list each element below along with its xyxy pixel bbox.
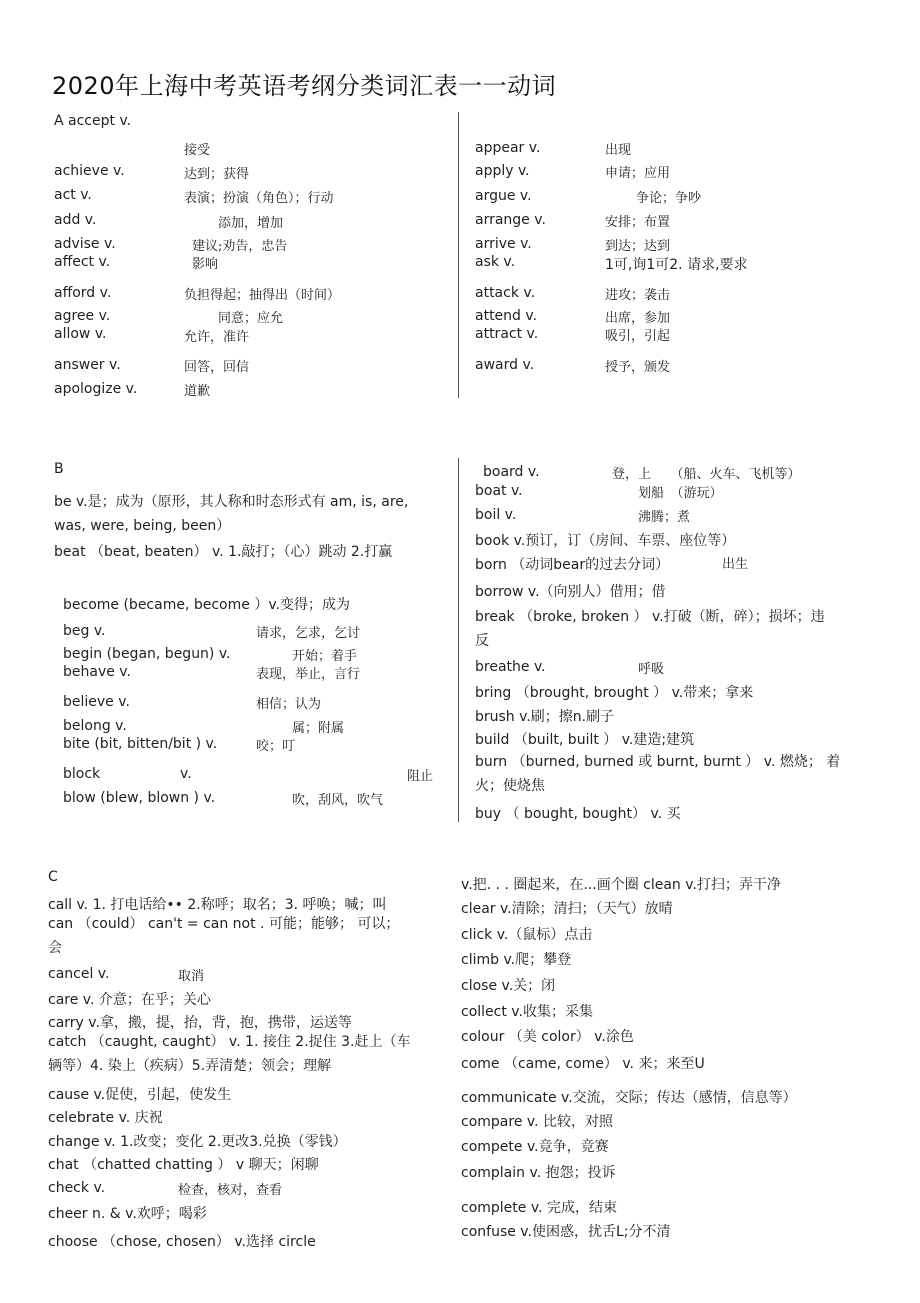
entry-word: add v. — [54, 212, 97, 228]
entry-word: award v. — [475, 357, 535, 373]
entry-meaning: 建议;劝告，忠告 — [192, 239, 288, 254]
entry-word: achieve v. — [54, 163, 125, 179]
entry-circle-clean: v.把. . . 圈起来，在...画个圈 clean v.打扫；弄干净 — [461, 877, 781, 893]
entry-meaning: 申请；应用 — [605, 166, 671, 181]
entry-meaning: 达到；获得 — [184, 167, 250, 182]
entry-word: appear v. — [475, 140, 541, 156]
entry-communicate: communicate v.交流，交际；传达（感情，信息等） — [461, 1090, 797, 1106]
entry-meaning: 表现，举止，言行 — [256, 667, 361, 682]
entry-call: call v. 1. 打电话给•• 2.称呼；取名；3. 呼唤；喊；叫 — [48, 897, 387, 913]
entry-brush: brush v.刷；擦n.刷子 — [475, 709, 615, 725]
entry-change: change v. 1.改变；变化 2.更改3.兑换（零钱） — [48, 1134, 347, 1150]
entry-meaning: 负担得起；抽得出（时间） — [184, 288, 341, 303]
entry-word: begin (began, begun) v. — [63, 646, 231, 662]
entry-word: advise v. — [54, 236, 116, 252]
entry-meaning: 添加，增加 — [218, 216, 284, 231]
accept-meaning: 接受 — [184, 143, 211, 158]
entry-meaning: 取消 — [178, 969, 205, 984]
entry-catch: catch （caught, caught） v. 1. 接住 2.捉住 3.赶上（车辆等）4. 染上（疾病）5.弄清楚；领会；理解 — [48, 1034, 411, 1074]
entry-become: become (became, become ）v.变得；成为 — [63, 597, 350, 613]
entry-meaning: 沸腾；煮 — [638, 510, 691, 525]
entry-meaning: 出现 — [605, 143, 632, 158]
entry-meaning: 影响 — [192, 257, 219, 272]
entry-meaning: 登，上 （船、火车、飞机等） — [612, 467, 801, 482]
entry-word: agree v. — [54, 308, 111, 324]
entry-meaning: 进攻；袭击 — [605, 288, 671, 303]
entry-can: can （could） can't = can not . 可能；能够； 可以；会 — [48, 916, 400, 956]
entry-compete: compete v.竞争，竞赛 — [461, 1139, 609, 1155]
entry-care: care v. 介意；在乎；关心 — [48, 992, 211, 1008]
entry-complete: complete v. 完成，结束 — [461, 1200, 617, 1216]
entry-collect: collect v.收集；采集 — [461, 1004, 593, 1020]
entry-burn: burn （burned, burned 或 burnt, burnt ） v. 燃烧； 着火；使烧焦 — [475, 754, 841, 794]
section-a-first-entry: A accept v. — [54, 113, 132, 129]
column-divider — [458, 112, 459, 398]
entry-build: build （built, built ） v.建造;建筑 — [475, 732, 695, 748]
entry-complain: complain v. 抱怨；投诉 — [461, 1165, 616, 1181]
entry-word: ask v. — [475, 254, 516, 270]
entry-word: check v. — [48, 1180, 106, 1196]
entry-meaning: 检查，核对，查看 — [178, 1183, 283, 1198]
entry-be: be v.是；成为（原形，其人称和时态形式有 am, is, are, was, were, being, been） — [54, 494, 409, 534]
entry-choose: choose （chose, chosen） v.选择 circle — [48, 1234, 316, 1250]
entry-word: arrive v. — [475, 236, 532, 252]
entry-meaning: 回答，回信 — [184, 360, 250, 375]
entry-come: come （came, come） v. 来；来至U — [461, 1056, 705, 1072]
entry-word: arrange v. — [475, 212, 546, 228]
entry-cause: cause v.促使，引起，使发生 — [48, 1087, 232, 1103]
entry-buy: buy （ bought, bought） v. 买 — [475, 806, 681, 822]
entry-meaning: 开始；着手 — [292, 649, 358, 664]
entry-word: apply v. — [475, 163, 530, 179]
entry-chat: chat （chatted chatting ） v 聊天；闲聊 — [48, 1157, 319, 1173]
entry-beat: beat （beat, beaten） v. 1.敲打；（心）跳动 2.打赢 — [54, 544, 393, 560]
entry-word: apologize v. — [54, 381, 138, 397]
entry-word: belong v. — [63, 718, 127, 734]
entry-word: attack v. — [475, 285, 536, 301]
section-b-letter: B — [54, 461, 64, 477]
entry-click: click v.（鼠标）点击 — [461, 927, 593, 943]
entry-meaning: 阻止 — [407, 769, 434, 784]
entry-confuse: confuse v.使困惑，扰舌L;分不清 — [461, 1224, 671, 1240]
entry-word: boil v. — [475, 507, 517, 523]
entry-word: act v. — [54, 187, 92, 203]
entry-meaning: 相信；认为 — [256, 697, 322, 712]
entry-word: allow v. — [54, 326, 107, 342]
entry-cheer: cheer n. & v.欢呼；喝彩 — [48, 1206, 207, 1222]
entry-word: afford v. — [54, 285, 112, 301]
entry-word: argue v. — [475, 188, 532, 204]
entry-word: believe v. — [63, 694, 130, 710]
entry-word: affect v. — [54, 254, 111, 270]
entry-meaning: 请求，乞求，乞讨 — [256, 626, 361, 641]
entry-meaning: 授予，颁发 — [605, 360, 671, 375]
entry-meaning: 表演；扮演（角色）；行动 — [184, 191, 334, 206]
entry-born: born （动词bear的过去分词） — [475, 557, 670, 573]
entry-word: blow (blew, blown ) v. — [63, 790, 216, 806]
entry-meaning: 允许，准许 — [184, 330, 250, 345]
entry-colour: colour （美 color） v.涂色 — [461, 1029, 634, 1045]
entry-meaning: 咬；叮 — [256, 739, 296, 754]
entry-meaning: 争论；争吵 — [636, 191, 702, 206]
entry-break: break （broke, broken ） v.打破（断，碎）；损坏；违反 — [475, 609, 825, 649]
entry-meaning: 1可,询1可2. 请求,要求 — [605, 257, 748, 273]
entry-meaning: 道歉 — [184, 384, 211, 399]
entry-book: book v.预订，订（房间、车票、座位等） — [475, 533, 736, 549]
entry-celebrate: celebrate v. 庆祝 — [48, 1110, 163, 1126]
entry-climb: climb v.爬；攀登 — [461, 952, 572, 968]
entry-bring: bring （brought, brought ） v.带来；拿来 — [475, 685, 754, 701]
entry-word: breathe v. — [475, 659, 546, 675]
entry-carry: carry v.拿，搬，提，抬，背，抱，携带，运送等 — [48, 1015, 352, 1031]
entry-borrow: borrow v.（向别人）借用；借 — [475, 584, 666, 600]
page-title: 2020年上海中考英语考纲分类词汇表一一动词 — [52, 72, 557, 100]
entry-pos: v. — [180, 766, 192, 782]
entry-meaning: 划船 （游玩） — [638, 486, 723, 501]
entry-word: answer v. — [54, 357, 121, 373]
entry-meaning: 出生 — [722, 557, 749, 572]
entry-word: beg v. — [63, 623, 106, 639]
entry-word: board v. — [483, 464, 540, 480]
entry-meaning: 安排；布置 — [605, 215, 671, 230]
section-c-letter: C — [48, 869, 58, 885]
entry-word: boat v. — [475, 483, 523, 499]
entry-word: attend v. — [475, 308, 538, 324]
entry-word: attract v. — [475, 326, 539, 342]
entry-close: close v.关；闭 — [461, 978, 556, 994]
entry-meaning: 呼吸 — [638, 662, 665, 677]
entry-clear: clear v.清除；清扫；（天气）放晴 — [461, 901, 673, 917]
entry-meaning: 吸引，引起 — [605, 329, 671, 344]
entry-word: behave v. — [63, 664, 131, 680]
entry-meaning: 到达；达到 — [605, 239, 671, 254]
entry-word: bite (bit, bitten/bit ) v. — [63, 736, 218, 752]
entry-meaning: 吹，刮风，吹气 — [292, 793, 384, 808]
entry-compare: compare v. 比较，对照 — [461, 1114, 613, 1130]
entry-word: cancel v. — [48, 966, 110, 982]
entry-word: block — [63, 766, 101, 782]
column-divider — [458, 458, 459, 822]
entry-meaning: 同意；应允 — [218, 311, 284, 326]
entry-meaning: 属；附属 — [292, 721, 345, 736]
entry-meaning: 出席，参加 — [605, 311, 671, 326]
